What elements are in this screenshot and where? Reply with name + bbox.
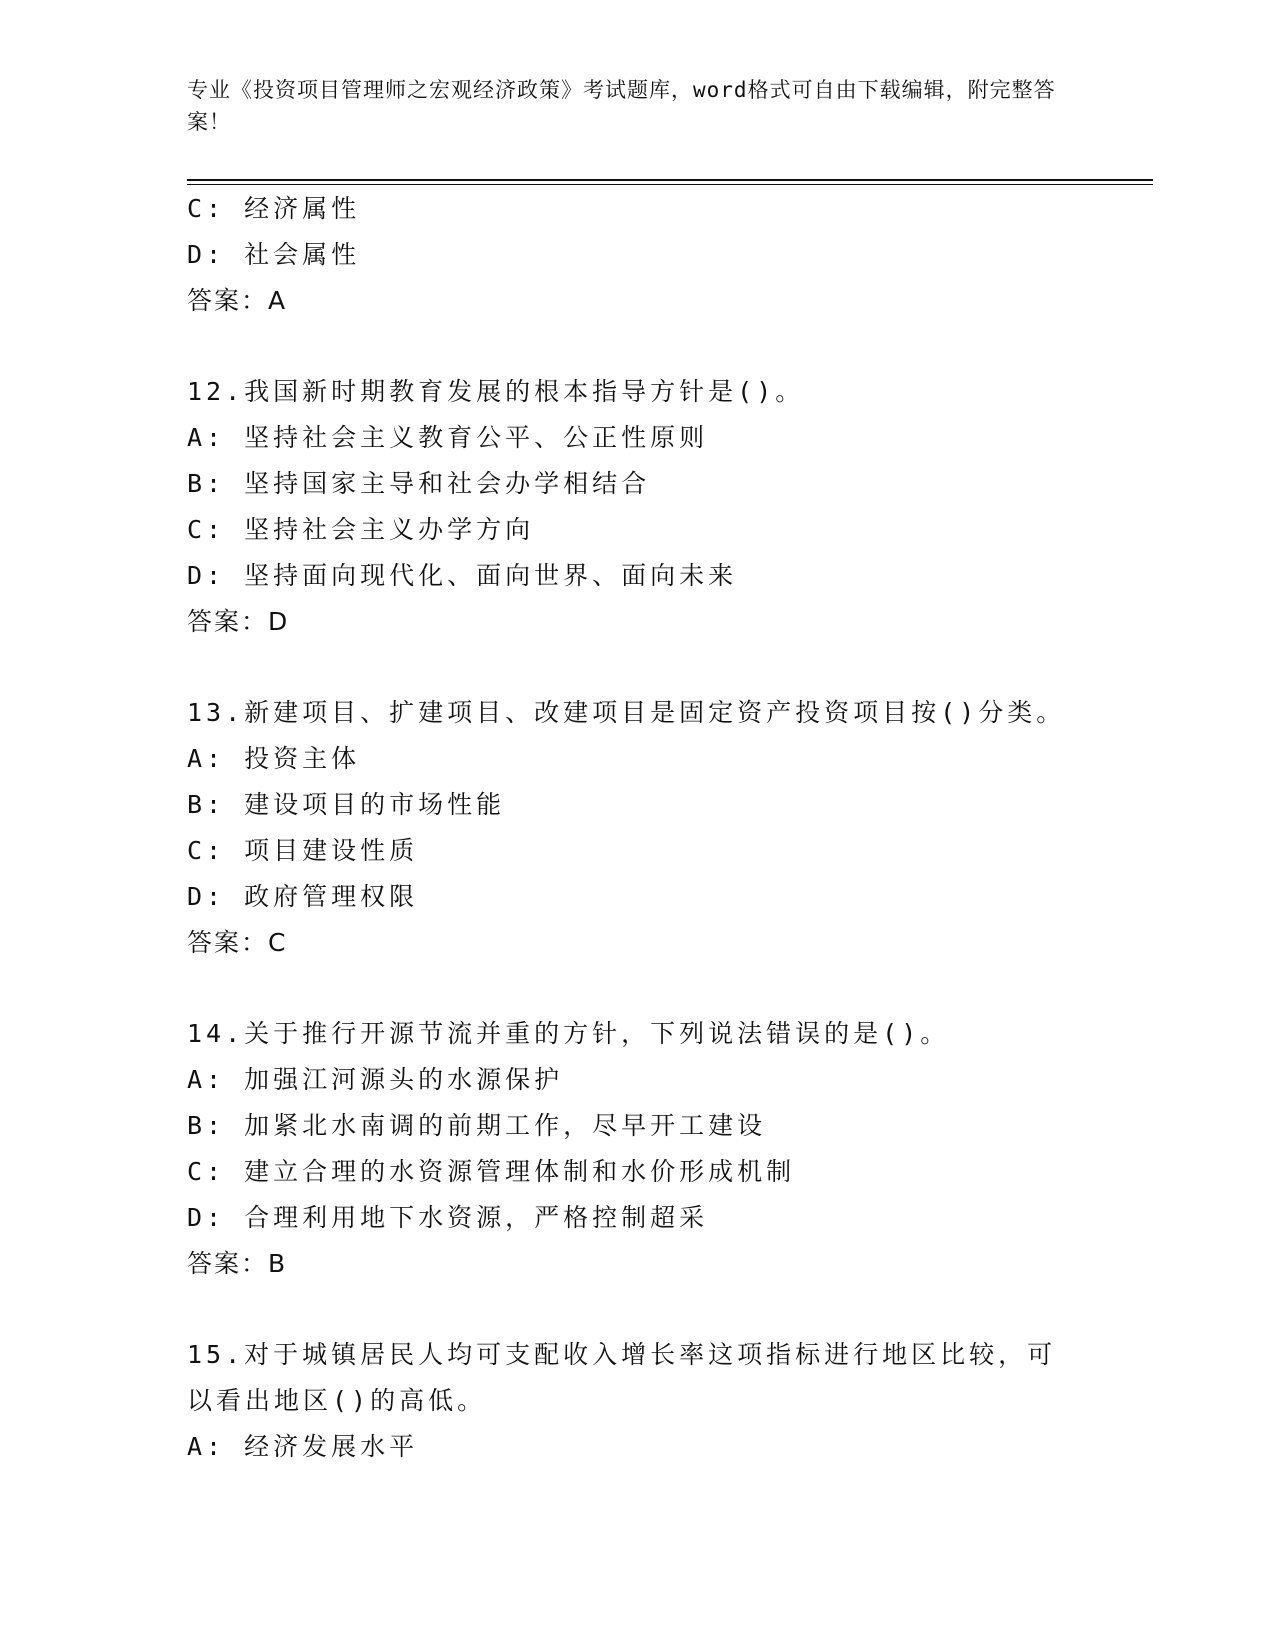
- option-b: B: 坚持国家主导和社会办学相结合: [187, 469, 651, 498]
- option-c: C: 坚持社会主义办学方向: [187, 515, 535, 544]
- option-a: A: 加强江河源头的水源保护: [187, 1065, 564, 1094]
- option-a: A: 经济发展水平: [187, 1432, 419, 1461]
- option-d: D: 政府管理权限: [187, 882, 419, 911]
- option-c: C: 建立合理的水资源管理体制和水价形成机制: [187, 1157, 796, 1186]
- option-c: C: 经济属性: [187, 194, 361, 223]
- option-c: C: 项目建设性质: [187, 836, 419, 865]
- option-b: B: 加紧北水南调的前期工作，尽早开工建设: [187, 1111, 767, 1140]
- spacer: [187, 324, 1087, 369]
- answer-line: 答案：D: [187, 607, 290, 636]
- question-13: [187, 690, 1087, 966]
- document-header: 专业《投资项目管理师之宏观经济政策》考试题库，word格式可自由下载编辑，附完整答案！: [187, 78, 1056, 134]
- question-15: [187, 1332, 1087, 1470]
- option-a: A: 坚持社会主义教育公平、公正性原则: [187, 423, 709, 452]
- spacer: [187, 1287, 1087, 1332]
- option-d: D: 坚持面向现代化、面向世界、面向未来: [187, 561, 738, 590]
- question-list: [187, 186, 1087, 1470]
- answer-line: 答案：A: [187, 286, 288, 315]
- header-divider-thin: [187, 184, 1153, 185]
- question-14: [187, 1011, 1087, 1287]
- question-stem: 12.我国新时期教育发展的根本指导方针是()。: [187, 377, 805, 406]
- option-a: A: 投资主体: [187, 744, 361, 773]
- question-stem: 15.对于城镇居民人均可支配收入增长率这项指标进行地区比较，可以看出地区()的高低。: [187, 1340, 1057, 1415]
- question-12: [187, 369, 1087, 645]
- answer-line: 答案：C: [187, 928, 288, 957]
- question-stem: 13.新建项目、扩建项目、改建项目是固定资产投资项目按()分类。: [187, 698, 1066, 727]
- option-d: D: 合理利用地下水资源，严格控制超采: [187, 1203, 709, 1232]
- option-b: B: 建设项目的市场性能: [187, 790, 506, 819]
- answer-line: 答案：B: [187, 1249, 288, 1278]
- spacer: [187, 966, 1087, 1011]
- spacer: [187, 645, 1087, 690]
- option-d: D: 社会属性: [187, 240, 361, 269]
- header-divider-thick: [187, 179, 1153, 181]
- question-stem: 14.关于推行开源节流并重的方针，下列说法错误的是()。: [187, 1019, 950, 1048]
- question-carryover: [187, 186, 1087, 324]
